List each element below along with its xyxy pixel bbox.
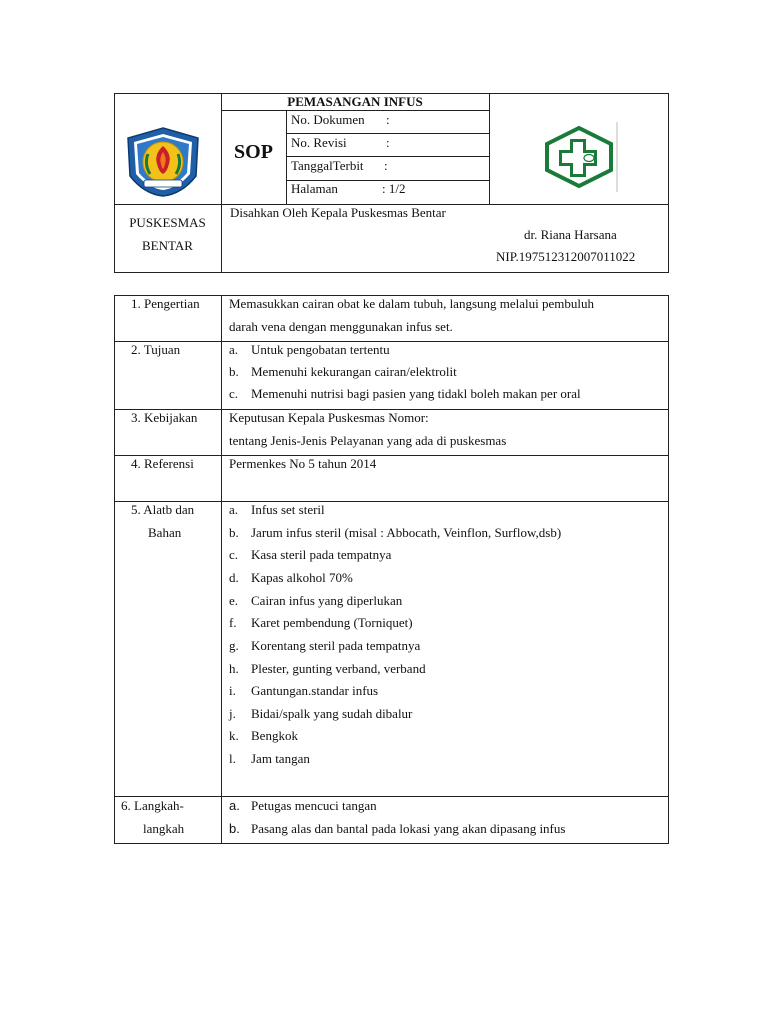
langkah-item-a: Petugas mencuci tangan <box>251 798 377 813</box>
kebijakan-line-1: Keputusan Kepala Puskesmas Nomor: <box>229 410 429 425</box>
section-label-pengertian: 1. Pengertian <box>131 296 200 311</box>
document-title: PEMASANGAN INFUS <box>287 94 423 109</box>
org-name-line2: BENTAR <box>142 238 193 253</box>
tujuan-marker-b: b. <box>229 364 239 379</box>
alat-item-f: Karet pembendung (Torniquet) <box>251 615 413 630</box>
alat-item-k: Bengkok <box>251 728 298 743</box>
alat-marker-j: j. <box>229 706 236 721</box>
section-label-alat-line2: Bahan <box>148 525 182 540</box>
alat-marker-d: d. <box>229 570 239 585</box>
section-label-tujuan: 2. Tujuan <box>131 342 181 357</box>
alat-item-b: Jarum infus steril (misal : Abbocath, Veinflon, Surflow,dsb) <box>251 525 562 540</box>
alat-marker-b: b. <box>229 525 239 540</box>
pengertian-line-2: darah vena dengan menggunakan infus set. <box>229 319 453 334</box>
alat-item-a: Infus set steril <box>251 502 325 517</box>
alat-marker-k: k. <box>229 728 239 743</box>
section-label-kebijakan: 3. Kebijakan <box>131 410 198 425</box>
tujuan-item-b: Memenuhi kekurangan cairan/elektrolit <box>251 364 457 379</box>
alat-marker-a: a. <box>229 502 239 517</box>
alat-marker-h: h. <box>229 661 239 676</box>
field-tanggal-terbit-label: TanggalTerbit <box>291 158 364 173</box>
sop-label: SOP <box>234 141 273 163</box>
alat-marker-i: i. <box>229 683 236 698</box>
field-no-revisi-label: No. Revisi <box>291 135 347 150</box>
alat-marker-g: g. <box>229 638 239 653</box>
pengertian-line-1: Memasukkan cairan obat ke dalam tubuh, langsung melalui pembuluh <box>229 296 594 311</box>
langkah-marker-a: a. <box>229 798 240 813</box>
signatory-nip: NIP.197512312007011022 <box>496 249 636 264</box>
alat-marker-c: c. <box>229 547 239 562</box>
org-name-line1: PUSKESMAS <box>129 215 206 230</box>
alat-item-h: Plester, gunting verband, verband <box>251 661 426 676</box>
signatory-name: dr. Riana Harsana <box>524 227 617 242</box>
section-label-langkah-line1: 6. Langkah- <box>121 798 184 813</box>
field-halaman-value: : 1/2 <box>382 181 406 196</box>
kebijakan-line-2: tentang Jenis-Jenis Pelayanan yang ada di puskesmas <box>229 433 507 448</box>
referensi-line-1: Permenkes No 5 tahun 2014 <box>229 456 377 471</box>
alat-item-l: Jam tangan <box>251 751 310 766</box>
field-no-dokumen-label: No. Dokumen <box>291 112 365 127</box>
alat-item-c: Kasa steril pada tempatnya <box>251 547 392 562</box>
field-no-dokumen-value: : <box>386 112 390 127</box>
alat-marker-e: e. <box>229 593 239 608</box>
tujuan-marker-a: a. <box>229 342 239 357</box>
field-tanggal-terbit-value: : <box>384 158 388 173</box>
section-label-langkah-line2: langkah <box>143 821 185 836</box>
alat-marker-l: l. <box>229 751 236 766</box>
alat-item-j: Bidai/spalk yang sudah dibalur <box>251 706 413 721</box>
alat-item-g: Korentang steril pada tempatnya <box>251 638 421 653</box>
alat-item-e: Cairan infus yang diperlukan <box>251 593 403 608</box>
field-no-revisi-value: : <box>386 135 390 150</box>
tujuan-item-a: Untuk pengobatan tertentu <box>251 342 390 357</box>
regency-emblem-logo <box>122 124 204 198</box>
alat-item-i: Gantungan.standar infus <box>251 683 379 698</box>
approval-text: Disahkan Oleh Kepala Puskesmas Bentar <box>230 205 446 220</box>
alat-marker-f: f. <box>229 615 237 630</box>
tujuan-item-c: Memenuhi nutrisi bagi pasien yang tidakl boleh makan per oral <box>251 386 581 401</box>
section-label-referensi: 4. Referensi <box>131 456 194 471</box>
langkah-item-b: Pasang alas dan bantal pada lokasi yang akan dipasang infus <box>251 821 566 836</box>
tujuan-marker-c: c. <box>229 386 239 401</box>
langkah-marker-b: b. <box>229 821 240 836</box>
puskesmas-logo <box>537 122 620 192</box>
field-halaman-label: Halaman <box>291 181 338 196</box>
section-label-alat-line1: 5. Alatb dan <box>131 502 195 517</box>
alat-item-d: Kapas alkohol 70% <box>251 570 353 585</box>
